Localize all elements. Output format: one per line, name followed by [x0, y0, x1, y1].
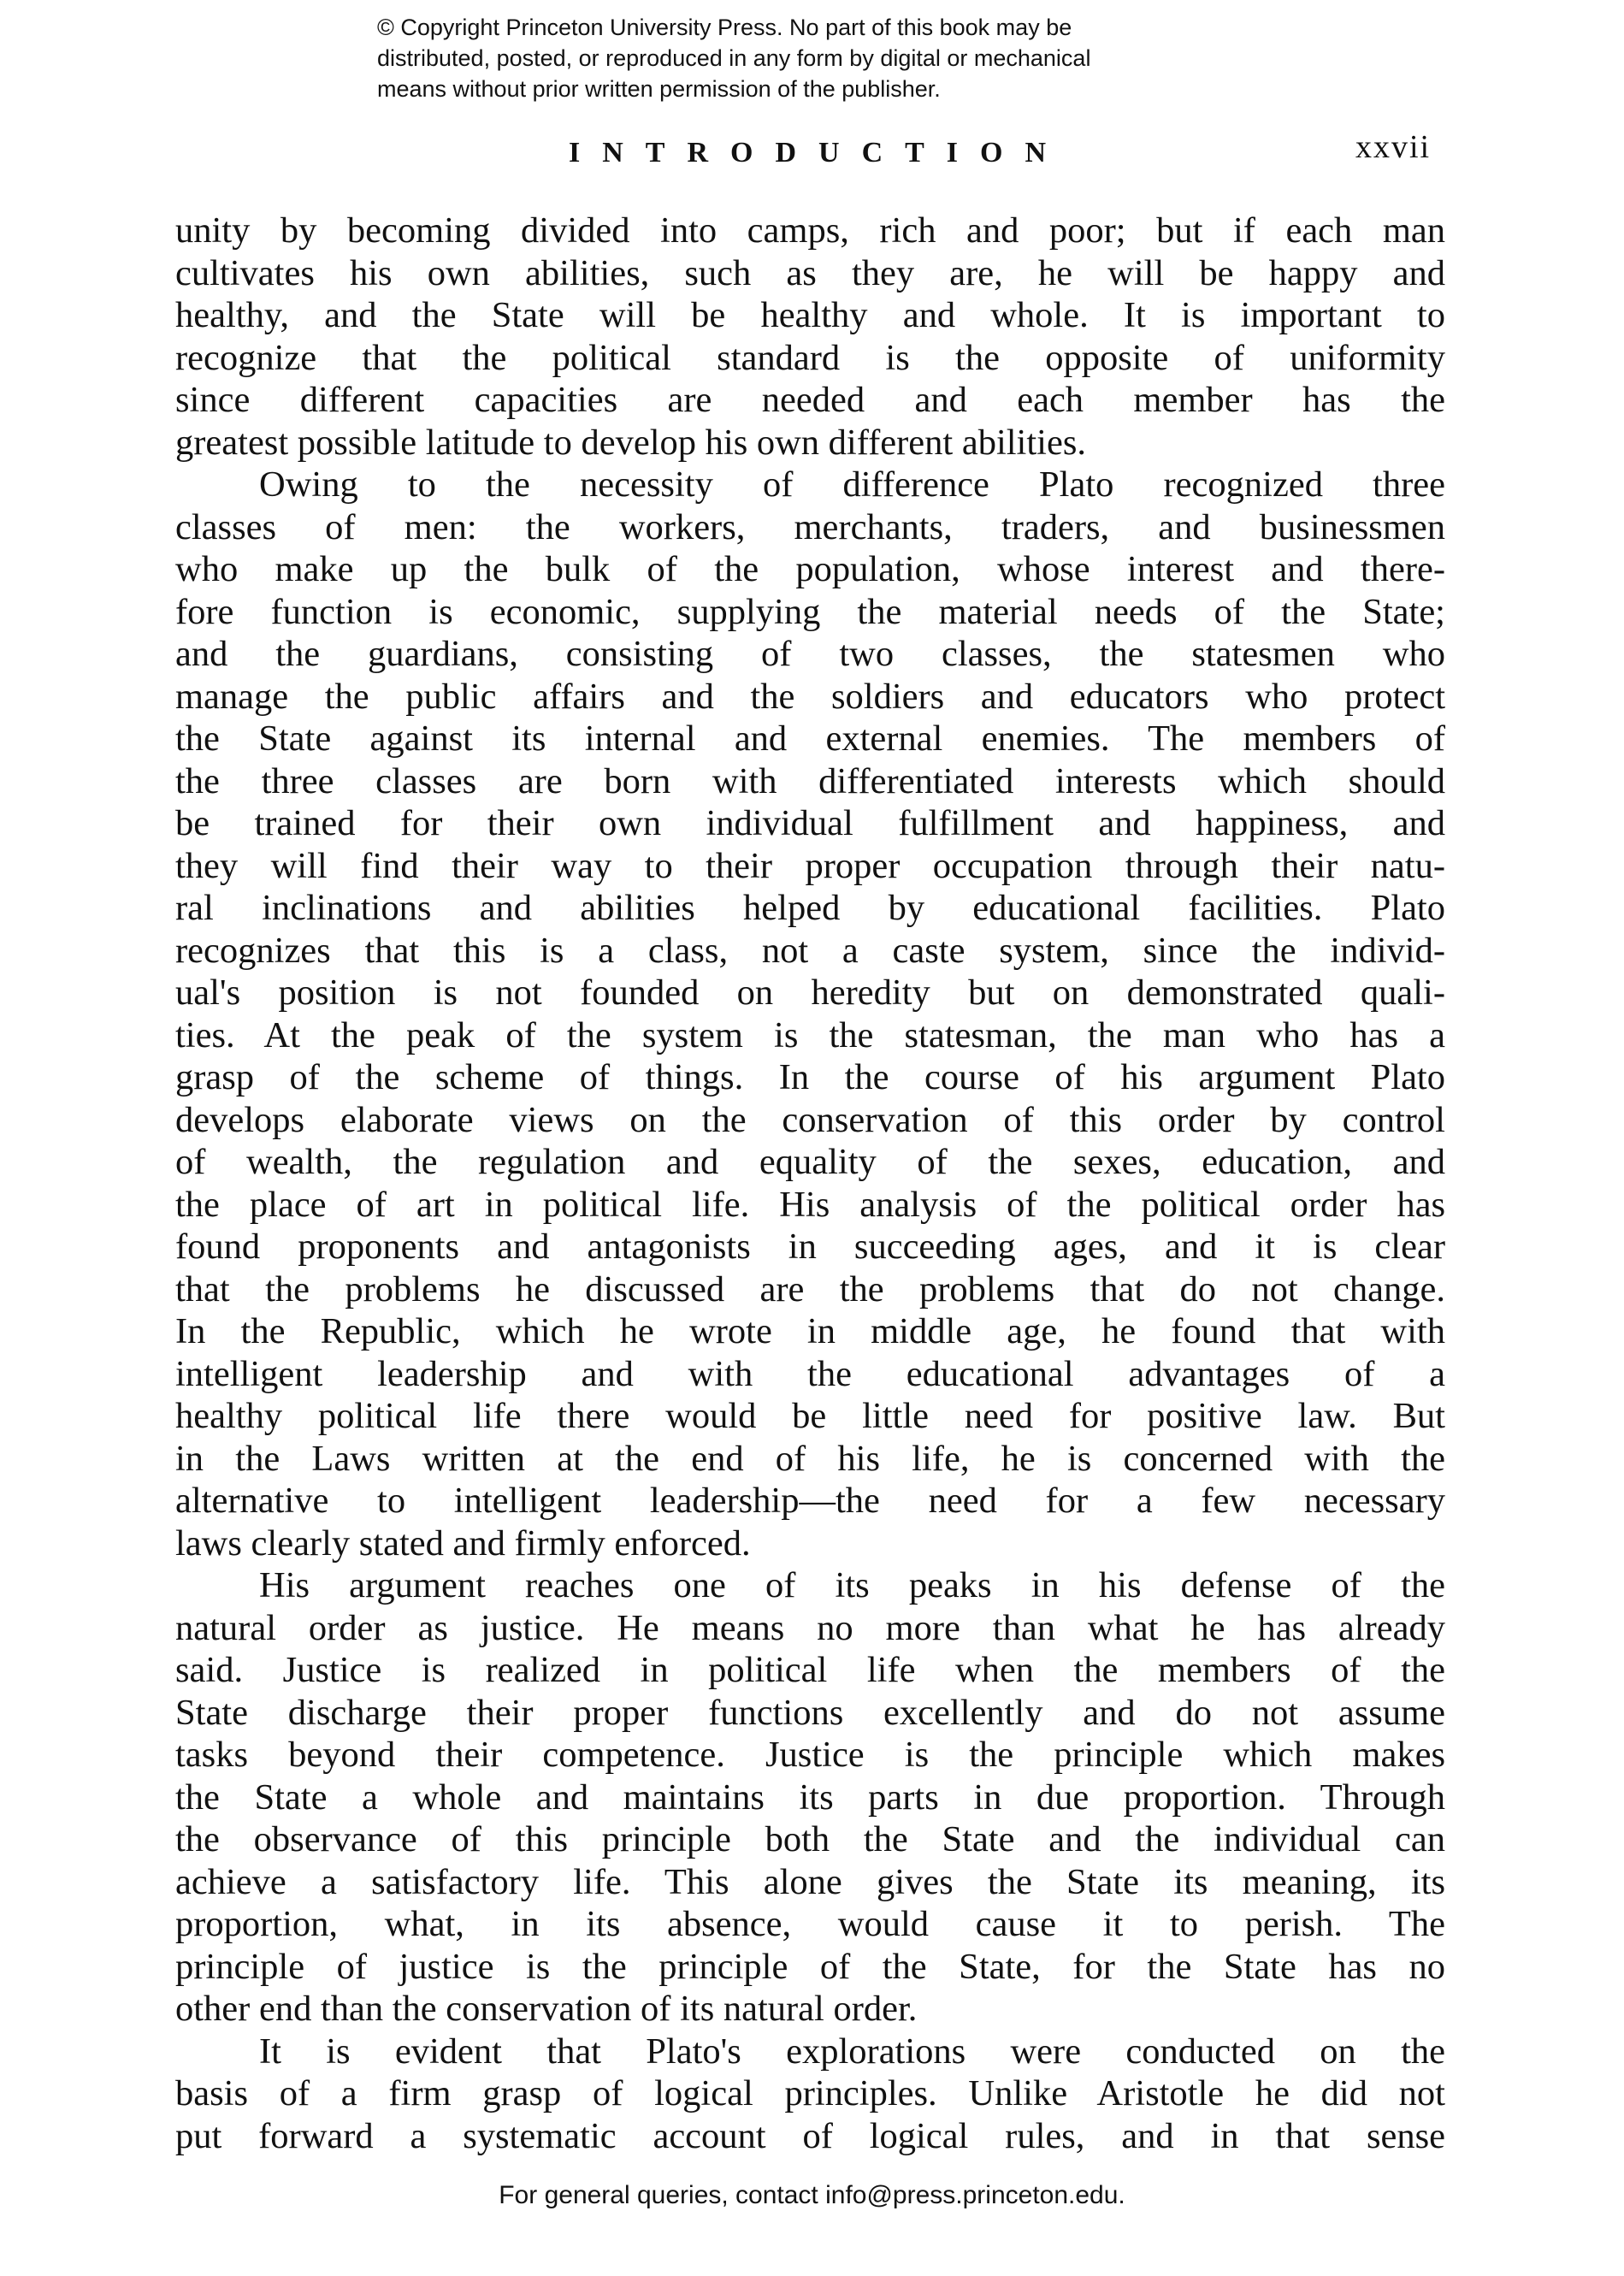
- body-text: [175, 210, 1445, 2157]
- text-line: cultivates his own abilities, such as they are, he will be happy and: [175, 252, 1445, 293]
- copyright-line: © Copyright Princeton University Press. No part of this book may be: [377, 15, 1072, 40]
- text-line: laws clearly stated and firmly enforced.: [175, 1522, 751, 1564]
- text-line: classes of men: the workers, merchants, traders, and businessmen: [175, 506, 1445, 547]
- text-line: alternative to intelligent leadership—the need for a few necessary: [175, 1481, 1445, 1521]
- text-line: unity by becoming divided into camps, rich and poor; but if each man: [175, 210, 1445, 251]
- text-line: proportion, what, in its absence, would cause it to perish. The: [175, 1904, 1445, 1944]
- text-line: basis of a firm grasp of logical principles. Unlike Aristotle he did not: [175, 2073, 1445, 2113]
- text-line: the place of art in political life. His analysis of the political order has: [175, 1184, 1445, 1225]
- text-line: ral inclinations and abilities helped by educational facilities. Plato: [175, 888, 1445, 928]
- text-line: the State a whole and maintains its parts in due proportion. Through: [175, 1776, 1445, 1818]
- text-line: the observance of this principle both the State and the individual can: [175, 1819, 1445, 1859]
- text-line: the State against its internal and external enemies. The members of: [175, 718, 1445, 759]
- text-line: be trained for their own individual fulfillment and happiness, and: [175, 803, 1445, 843]
- text-line: put forward a systematic account of logical rules, and in that sense: [175, 2115, 1445, 2156]
- text-line: found proponents and antagonists in succeeding ages, and it is clear: [175, 1227, 1445, 1267]
- text-line: His argument reaches one of its peaks in his defense of the: [259, 1565, 1445, 1605]
- text-line: manage the public affairs and the soldiers and educators who protect: [175, 676, 1445, 717]
- text-line: Owing to the necessity of difference Plato recognized three: [259, 464, 1445, 505]
- text-line: they will find their way to their proper occupation through their natu-: [175, 845, 1445, 886]
- text-line: ties. At the peak of the system is the statesman, the man who has a: [175, 1014, 1445, 1055]
- text-line: natural order as justice. He means no more than what he has already: [175, 1607, 1445, 1648]
- text-line: healthy, and the State will be healthy and whole. It is important to: [175, 295, 1445, 335]
- text-line: recognize that the political standard is the opposite of uniformity: [175, 337, 1445, 378]
- text-line: since different capacities are needed and each member has the: [175, 380, 1445, 420]
- text-line: tasks beyond their competence. Justice is the principle which makes: [175, 1735, 1445, 1775]
- text-line: develops elaborate views on the conservation of this order by control: [175, 1099, 1445, 1140]
- text-line: and the guardians, consisting of two classes, the statesmen who: [175, 634, 1445, 674]
- copyright-line: distributed, posted, or reproduced in any form by digital or mechanical: [377, 45, 1091, 71]
- text-line: It is evident that Plato's explorations were conducted on the: [259, 2031, 1445, 2072]
- text-line: intelligent leadership and with the educational advantages of a: [175, 1353, 1445, 1394]
- page-number: xxvii: [1355, 129, 1432, 165]
- running-head-title: INTRODUCTION: [569, 137, 1069, 168]
- copyright-line: means without prior written permission of the publisher.: [377, 76, 941, 102]
- copyright-notice: [377, 12, 1232, 104]
- text-line: grasp of the scheme of things. In the course of his argument Plato: [175, 1057, 1445, 1097]
- text-line: achieve a satisfactory life. This alone gives the State its meaning, its: [175, 1861, 1445, 1902]
- text-line: in the Laws written at the end of his life, he is concerned with the: [175, 1438, 1445, 1479]
- text-line: ual's position is not founded on heredity but on demonstrated quali-: [175, 972, 1445, 1013]
- text-line: greatest possible latitude to develop his own different abilities.: [175, 422, 1087, 463]
- text-line: In the Republic, which he wrote in middle age, he found that with: [175, 1311, 1445, 1351]
- text-line: other end than the conservation of its natural order.: [175, 1989, 918, 2029]
- text-line: healthy political life there would be little need for positive law. But: [175, 1396, 1445, 1436]
- text-line: recognizes that this is a class, not a caste system, since the individ-: [175, 930, 1445, 971]
- text-line: who make up the bulk of the population, whose interest and there-: [175, 549, 1445, 589]
- text-line: the three classes are born with differentiated interests which should: [175, 760, 1445, 801]
- text-line: of wealth, the regulation and equality of the sexes, education, and: [175, 1142, 1445, 1182]
- text-line: fore function is economic, supplying the material needs of the State;: [175, 591, 1445, 632]
- text-line: principle of justice is the principle of the State, for the State has no: [175, 1946, 1445, 1987]
- text-line: said. Justice is realized in political life when the members of the: [175, 1650, 1445, 1690]
- footer-contact: For general queries, contact info@press.princeton.edu.: [499, 2181, 1125, 2209]
- text-line: State discharge their proper functions excellently and do not assume: [175, 1692, 1445, 1733]
- text-line: that the problems he discussed are the problems that do not change.: [175, 1268, 1445, 1309]
